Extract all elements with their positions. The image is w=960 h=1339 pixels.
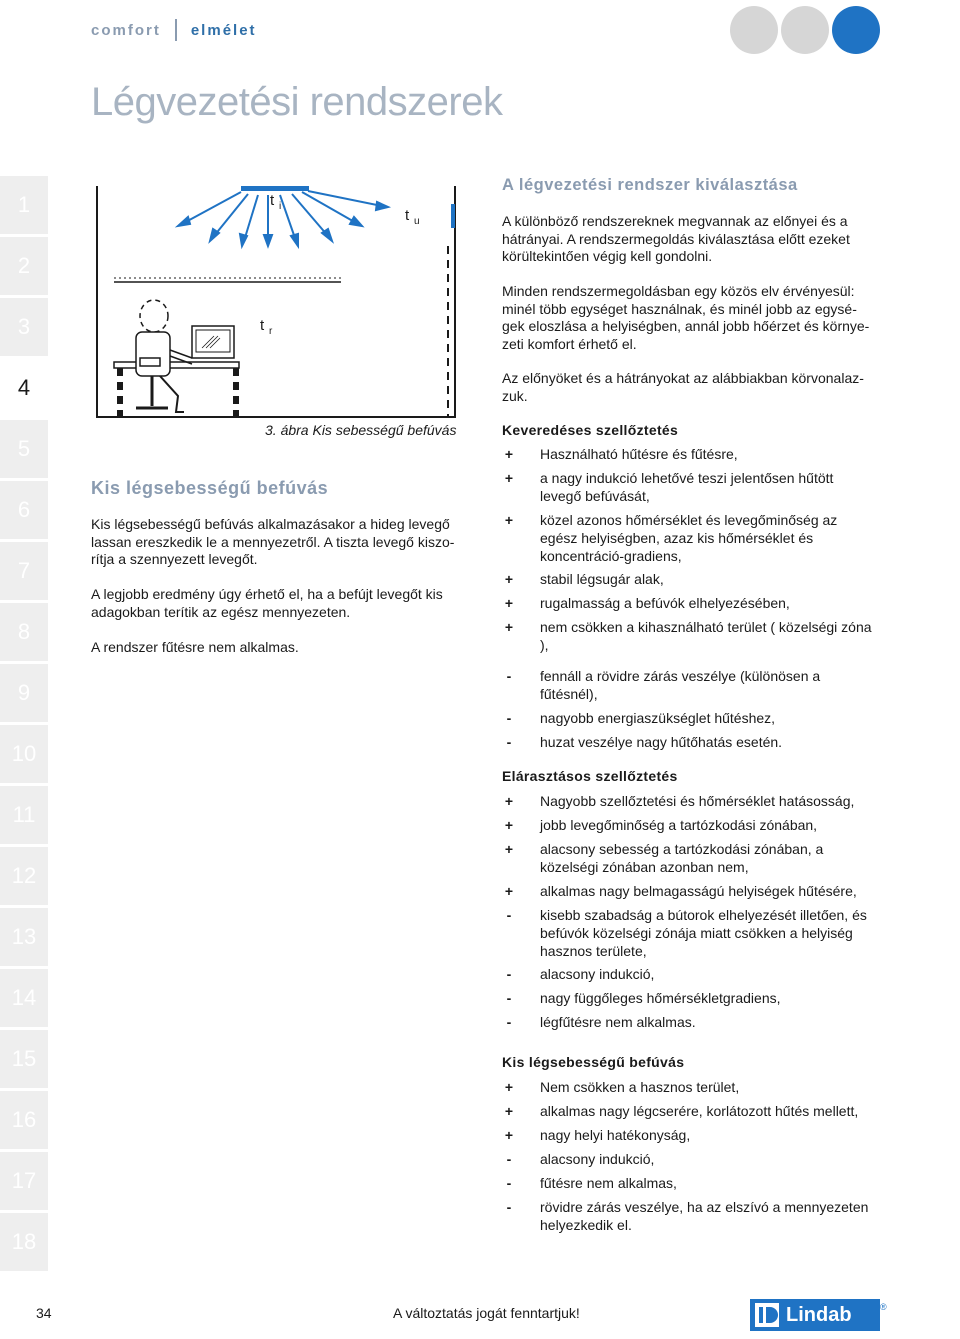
chapter-tab[interactable]: 8 — [0, 603, 48, 661]
header-divider — [175, 19, 177, 41]
advantage-item — [502, 792, 872, 810]
registered-mark: ® — [880, 1302, 887, 1312]
chapter-tab[interactable]: 11 — [0, 786, 48, 844]
list-item-text: nem csökken a kihasználható terület ( közelségi zóna ), — [540, 619, 872, 653]
plus-icon: + — [504, 883, 514, 899]
minus-icon: - — [506, 1175, 512, 1191]
section-dot — [730, 6, 778, 54]
advantage-item — [502, 816, 872, 834]
disadvantage-item — [502, 1013, 872, 1031]
plus-icon: + — [504, 841, 514, 857]
list-item-text: alkalmas nagy belmagasságú helyiségek hűtésére, — [540, 883, 857, 899]
label-tr: t — [260, 317, 265, 334]
plus-icon: + — [504, 512, 514, 528]
label-tr-sub: r — [269, 326, 273, 337]
chapter-tab[interactable]: 16 — [0, 1091, 48, 1149]
list-item-text: kisebb szabadság a bútorok elhelyezését illetően, és befúvók közelségi zónája miatt csökken a helyiség hasznos területe, — [540, 907, 867, 959]
minus-icon: - — [506, 1014, 512, 1030]
advantage-item — [502, 570, 872, 588]
chapter-tab[interactable]: 13 — [0, 908, 48, 966]
advantage-item — [502, 445, 872, 463]
list-item-text: rövidre zárás veszélye, ha az elszívó a mennyezeten helyezkedik el. — [540, 1199, 869, 1233]
chapter-tab[interactable]: 14 — [0, 969, 48, 1027]
section-heading: Kis légsebességű befúvás — [502, 1054, 685, 1070]
chapter-tab[interactable]: 1 — [0, 176, 48, 234]
section-dot — [781, 6, 829, 54]
advantage-item — [502, 511, 872, 565]
figure-caption: 3. ábra Kis sebességű befúvás — [265, 422, 457, 438]
chapter-tab[interactable]: 9 — [0, 664, 48, 722]
list-item-text: alacsony indukció, — [540, 1151, 655, 1167]
plus-icon: + — [504, 619, 514, 635]
chapter-tab[interactable]: 3 — [0, 298, 48, 356]
page-number: 34 — [36, 1305, 52, 1321]
ceiling-diffuser — [241, 186, 309, 191]
right-paragraph-1: A különböző rendszereknek megvannak az előnyei és a hátrányai. A rendszermegoldás kiválasztása előtt ezeket körültekintően végig kell gondolni. — [502, 213, 850, 264]
disadvantage-item — [502, 1150, 872, 1168]
chapter-tab[interactable]: 10 — [0, 725, 48, 783]
minus-icon: - — [506, 710, 512, 726]
wall-exhaust — [451, 204, 455, 228]
section-dots — [730, 6, 880, 54]
airflow-arrows — [178, 191, 388, 246]
label-ti: t — [270, 192, 275, 209]
list-item-text: alkalmas nagy légcserére, korlátozott hűtés mellett, — [540, 1103, 859, 1119]
chapter-tab[interactable]: 12 — [0, 847, 48, 905]
left-heading: Kis légsebességű befúvás — [91, 478, 329, 498]
label-ti-sub: i — [279, 201, 282, 212]
chapter-tab[interactable]: 7 — [0, 542, 48, 600]
left-paragraph-2: A legjobb eredmény úgy érhető el, ha a befújt levegőt kis adagokban terítik az egész mennyezeten. — [91, 586, 443, 620]
computer-monitor — [192, 326, 234, 358]
lindab-mark-icon — [754, 1302, 780, 1328]
footer-notice: A változtatás jogát fenntartjuk! — [393, 1305, 580, 1321]
plus-icon: + — [504, 470, 514, 486]
plus-icon: + — [504, 595, 514, 611]
disadvantage-item — [502, 989, 872, 1007]
disadvantage-item — [502, 906, 872, 960]
list-item-text: nagyobb energiaszükséglet hűtéshez, — [540, 710, 776, 726]
chapter-tab[interactable]: 18 — [0, 1213, 48, 1271]
list-item-text: Nagyobb szellőztetési és hőmérséklet hatásosság, — [540, 793, 855, 809]
left-paragraph-3: A rendszer fűtésre nem alkalmas. — [91, 639, 299, 655]
list-item-text: huzat veszélye nagy hűtőhatás esetén. — [540, 734, 783, 750]
minus-icon: - — [506, 668, 512, 684]
page-title: Légvezetési rendszerek — [91, 80, 503, 124]
advantage-item — [502, 618, 872, 654]
advantage-item — [502, 469, 872, 505]
disadvantage-item — [502, 965, 872, 983]
label-tu-sub: u — [414, 216, 420, 227]
right-heading: A légvezetési rendszer kiválasztása — [502, 176, 798, 194]
disadvantage-item — [502, 709, 872, 727]
disadvantage-item — [502, 667, 872, 703]
plus-icon: + — [504, 1079, 514, 1095]
list-item-text: nagy helyi hatékonyság, — [540, 1127, 691, 1143]
disadvantage-item — [502, 1198, 872, 1234]
list-item-text: a nagy indukció lehetővé teszi jelentősen hűtött levegő befúvását, — [540, 470, 834, 504]
advantage-item — [502, 840, 872, 876]
chapter-tab[interactable]: 2 — [0, 237, 48, 295]
minus-icon: - — [506, 990, 512, 1006]
right-paragraph-2: Minden rendszermegoldásban egy közös elv érvényesül: minél több egységet használnak, és minél jobb az egysé-gek eloszlása a helyiségben, annál jobb hőérzet és környe-zeti komfort érhető el. — [502, 283, 870, 352]
logo-text: Lindab — [786, 1303, 852, 1326]
disadvantage-item — [502, 1174, 872, 1192]
advantage-item — [502, 882, 872, 900]
left-paragraph-1: Kis légsebességű befúvás alkalmazásakor a hideg levegő lassan ereszkedik le a mennyezetről. A tiszta levegő kiszo-rítja a szennyezett levegőt. — [91, 516, 455, 567]
minus-icon: - — [506, 734, 512, 750]
chapter-tab[interactable]: 15 — [0, 1030, 48, 1088]
right-paragraph-3: Az előnyöket és a hátrányokat az alábbiakban körvonalaz-zuk. — [502, 370, 864, 404]
advantage-item — [502, 1078, 872, 1096]
advantage-item — [502, 1102, 872, 1120]
chapter-tab[interactable]: 5 — [0, 420, 48, 478]
advantage-item — [502, 1126, 872, 1144]
plus-icon: + — [504, 817, 514, 833]
list-item-text: fűtésre nem alkalmas, — [540, 1175, 677, 1191]
plus-icon: + — [504, 446, 514, 462]
list-item-text: fennáll a rövidre zárás veszélye (különösen a fűtésnél), — [540, 668, 821, 702]
minus-icon: - — [506, 1199, 512, 1215]
list-item-text: jobb levegőminőség a tartózkodási zónában, — [540, 817, 818, 833]
minus-icon: - — [506, 1151, 512, 1167]
plus-icon: + — [504, 1127, 514, 1143]
chapter-tab[interactable]: 6 — [0, 481, 48, 539]
list-item-text: stabil légsugár alak, — [540, 571, 664, 587]
list-item-text: Nem csökken a hasznos terület, — [540, 1079, 740, 1095]
chapter-tab[interactable]: 17 — [0, 1152, 48, 1210]
seated-person — [136, 300, 192, 412]
plus-icon: + — [504, 793, 514, 809]
list-item-text: alacsony indukció, — [540, 966, 655, 982]
zone-boundary — [114, 278, 341, 282]
airflow-diagram — [96, 186, 456, 418]
minus-icon: - — [506, 907, 512, 923]
header-section: elmélet — [190, 21, 257, 39]
chapter-tabs — [0, 176, 48, 1274]
disadvantage-item — [502, 733, 872, 751]
plus-icon: + — [504, 1103, 514, 1119]
list-item-text: Használható hűtésre és fűtésre, — [540, 446, 738, 462]
list-item-text: rugalmasság a befúvók elhelyezésében, — [540, 595, 790, 611]
lindab-logo — [750, 1299, 880, 1331]
list-item-text: légfűtésre nem alkalmas. — [540, 1014, 696, 1030]
section-heading: Elárasztásos szellőztetés — [502, 768, 678, 784]
label-tu: t — [405, 207, 410, 224]
advantage-item — [502, 594, 872, 612]
section-heading: Keveredéses szellőztetés — [502, 422, 679, 438]
header-brand: comfort — [91, 21, 161, 39]
list-item-text: nagy függőleges hőmérsékletgradiens, — [540, 990, 781, 1006]
list-item-text: közel azonos hőmérséklet és levegőminőség az egész helyiségben, azaz kis hőmérséklet és koncentráció-gradiens, — [540, 512, 838, 564]
minus-icon: - — [506, 966, 512, 982]
plus-icon: + — [504, 571, 514, 587]
chapter-tab[interactable]: 4 — [0, 359, 48, 417]
list-item-text: alacsony sebesség a tartózkodási zónában, a közelségi zónában azonban nem, — [540, 841, 824, 875]
section-dot-active — [832, 6, 880, 54]
header — [91, 18, 257, 42]
